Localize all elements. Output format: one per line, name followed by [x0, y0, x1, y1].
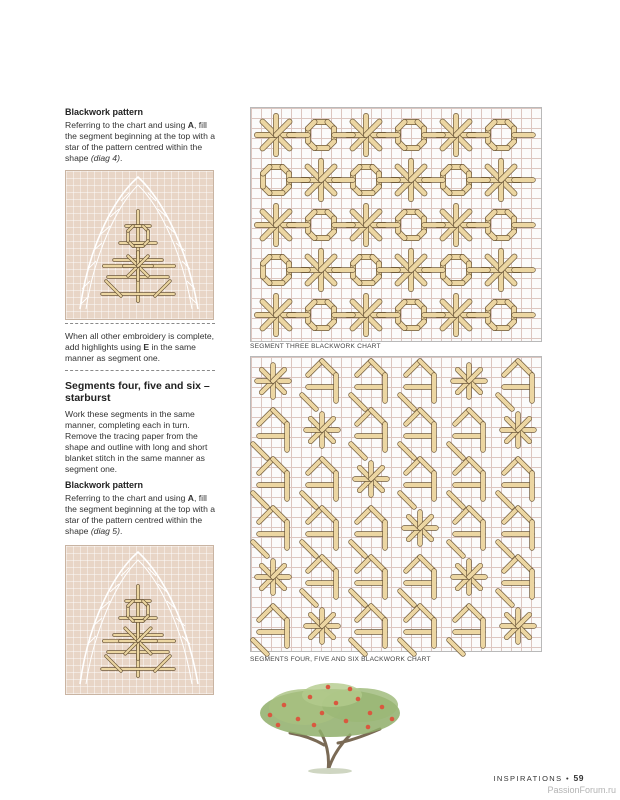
diagram-5	[65, 545, 214, 695]
section-heading-blackwork-1: Blackwork pattern	[65, 107, 144, 117]
section-heading-starburst: Segments four, five and six – starburst	[65, 380, 210, 404]
divider	[65, 370, 215, 371]
segments-four-five-six-chart-stitches	[251, 357, 541, 651]
diagram-4	[65, 170, 214, 320]
section-paragraph-blackwork-1: Referring to the chart and using A, fill the segment beginning at the top with a star of the pattern centred within the shape (diag 4).	[65, 120, 216, 163]
segments-four-five-six-caption: SEGMENTS FOUR, FIVE AND SIX BLACKWORK CHART	[250, 656, 431, 663]
folio-separator: •	[566, 774, 571, 783]
segments-four-five-six-chart	[250, 356, 542, 652]
segment-three-chart-stitches	[251, 108, 541, 341]
magazine-name: INSPIRATIONS	[493, 774, 563, 783]
diagram-5-stitches	[102, 586, 174, 676]
starburst-paragraph: Work these segments in the same manner, completing each in turn. Remove the tracing paper from the shape and outline with long and short blanket stitch in the same manner as segment one.	[65, 409, 208, 474]
diagram-4-stitches	[102, 211, 174, 301]
watermark: PassionForum.ru	[547, 785, 616, 795]
segment-three-chart	[250, 107, 542, 342]
divider	[65, 323, 215, 324]
highlight-paragraph: When all other embroidery is complete, add highlights using E in the same manner as segment one.	[65, 331, 215, 363]
page-number: 59	[573, 773, 584, 783]
section-heading-blackwork-2: Blackwork pattern	[65, 480, 144, 490]
apple-tree-icon	[250, 675, 410, 775]
page-folio	[493, 773, 584, 783]
segment-three-caption: SEGMENT THREE BLACKWORK CHART	[250, 343, 381, 350]
diagram-5-outline	[66, 546, 213, 694]
section-paragraph-blackwork-2: Referring to the chart and using A, fill the segment beginning at the top with a star of the pattern centred within the shape (diag 5).	[65, 493, 216, 536]
diagram-4-outline	[66, 171, 213, 319]
